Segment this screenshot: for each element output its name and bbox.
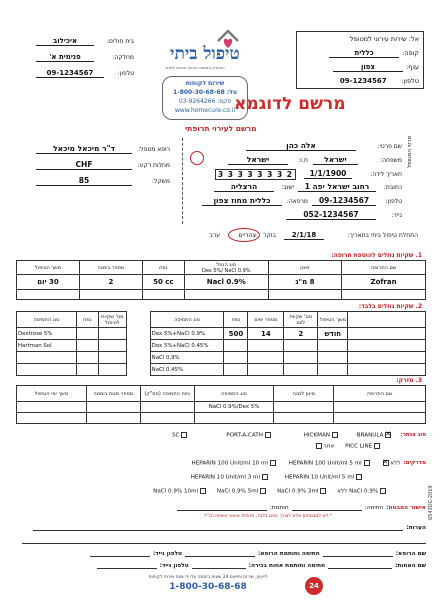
checkbox-icon[interactable] bbox=[262, 474, 268, 480]
opt-nacl-10[interactable]: NaCl 0.9% 10ml bbox=[153, 488, 206, 495]
hosp-phone-label: טלפון: bbox=[117, 70, 134, 77]
section2-table bbox=[16, 311, 426, 376]
table-row bbox=[17, 328, 426, 340]
table-row bbox=[17, 275, 426, 290]
logo-tagline: הפתרון הממוזג בביתך מהיום למחר bbox=[165, 65, 225, 70]
s3-h0: שם התרופה bbox=[334, 386, 426, 402]
s2-h4: משך הטיפול bbox=[318, 312, 348, 328]
s2-type-3: NaCl 0.45% bbox=[150, 364, 224, 376]
anaf-value[interactable]: צפון bbox=[333, 63, 403, 72]
form-subtitle: מרשם לעירוי תרופתי bbox=[185, 124, 257, 133]
nurse-phone-field[interactable] bbox=[97, 563, 157, 569]
s2-h3: מס' שקיות ליום bbox=[284, 312, 318, 328]
doctor-sign-name: שם הרופא: bbox=[395, 551, 426, 557]
s1-h1: מינון bbox=[268, 261, 341, 275]
s1-h2: סוג הנוזל Dex 5%/ NaCl 0.9% bbox=[184, 261, 268, 275]
patient-divider bbox=[182, 138, 183, 224]
checkbox-icon[interactable] bbox=[320, 488, 326, 494]
section3-table bbox=[16, 385, 426, 424]
checkbox-icon[interactable] bbox=[385, 432, 391, 438]
checkbox-icon[interactable] bbox=[316, 443, 322, 449]
s3-h4: מספר מנות ביממה bbox=[86, 386, 140, 402]
opt-hep100-10[interactable]: HEPARIN 100 Unit/ml 10 ml bbox=[192, 460, 276, 467]
noon-label[interactable]: צהריים bbox=[238, 232, 256, 239]
diag-value[interactable]: CHF bbox=[36, 160, 132, 170]
footer-phone: 1-800-30-68-68 bbox=[169, 582, 247, 592]
s3-h2: סוג התמיסה bbox=[194, 386, 274, 402]
form-code: 6543DC-2019 bbox=[428, 485, 434, 520]
address-value[interactable]: רחוב ישראל יפה 1 bbox=[298, 182, 376, 192]
s2-h1: נפח bbox=[224, 312, 248, 328]
section1-title: 1. שקיות נוזלים להוספת תרופה: bbox=[331, 252, 422, 259]
service-title: שירות לקוחות bbox=[185, 80, 225, 87]
approval-note: * לא למבטחים אלא לצורך פנים בלבד, תחולת אישור אשפוז הנ"ל bbox=[204, 514, 332, 519]
lastname-label: משפחה: bbox=[380, 157, 402, 164]
opt-nacl-3[interactable]: NaCl 0.9% 3ml bbox=[277, 488, 326, 495]
doctor-phone-field[interactable] bbox=[90, 551, 150, 557]
doctor-block bbox=[20, 142, 170, 190]
s1-h3: נפח bbox=[142, 261, 184, 275]
start-row bbox=[148, 231, 418, 243]
s2-gap bbox=[126, 312, 150, 328]
weight-value[interactable]: 85 bbox=[36, 176, 132, 186]
s2-lh2: מס' שקיות לטיפול bbox=[98, 312, 126, 328]
notes-field-2[interactable] bbox=[22, 538, 426, 544]
checkbox-icon[interactable] bbox=[380, 488, 386, 494]
morning-label: בוקר bbox=[263, 232, 276, 239]
start-label: התחלת טיפול ביתי בתאריך: bbox=[347, 232, 418, 239]
flush-label: מדרקים: bbox=[403, 460, 426, 467]
approval-row bbox=[177, 505, 426, 511]
nurse-phone-label: טלפון נייד: bbox=[159, 563, 189, 569]
recipient-to: אל: שירות עירוני למטופל bbox=[349, 35, 419, 43]
anaf-label: ענף: bbox=[405, 63, 419, 71]
hosp-label: בית חולים: bbox=[107, 38, 134, 45]
nurse-sign-name-field[interactable] bbox=[328, 563, 392, 569]
checkbox-icon[interactable] bbox=[270, 460, 276, 466]
s3-h3: נפח התמיסה (סמ"ק) bbox=[140, 386, 194, 402]
dob-label: תאריך לידה: bbox=[370, 171, 402, 178]
approval-label: אישור המבטח: bbox=[386, 505, 426, 511]
checkbox-icon[interactable] bbox=[383, 460, 389, 466]
notes-field[interactable] bbox=[33, 525, 403, 531]
nurse-sign-row bbox=[97, 563, 426, 569]
idnum-value[interactable]: 2 3 3 3 3 3 3 3 bbox=[215, 169, 296, 180]
s1-duration[interactable]: 30 יום bbox=[17, 275, 80, 290]
checkbox-icon[interactable] bbox=[364, 460, 370, 466]
doctor-sign-field[interactable] bbox=[185, 551, 255, 557]
city-value[interactable]: הרצליה bbox=[214, 182, 274, 192]
page-title: מרשם לדוגמא bbox=[234, 94, 346, 114]
s2-lh0: סוג התמיסה bbox=[17, 312, 77, 328]
recipient-box bbox=[296, 31, 424, 89]
section3-title: 3. מזרק: bbox=[396, 377, 422, 384]
nurse-sign-label: חתימה וחותמת אחות בכירה: bbox=[248, 563, 326, 569]
s2-h0: סוג התמיסה bbox=[150, 312, 224, 328]
table-row bbox=[17, 413, 426, 424]
checkbox-icon[interactable] bbox=[265, 432, 271, 438]
mobile-value[interactable]: 052-1234567 bbox=[286, 210, 376, 220]
firstname-value[interactable]: אלה כהן bbox=[246, 141, 356, 151]
24h-badge-icon: 24 bbox=[305, 577, 323, 595]
s2-duration[interactable]: חודש bbox=[318, 328, 348, 340]
s2-type-0: Dex 5%+NaCl 0.9% bbox=[150, 328, 224, 340]
nurse-sign-name: שם האחות: bbox=[395, 563, 426, 569]
footer-note: לייעוץ, שירות ותיאום 24 שעות ביממה על-ידי צוות שירות לקוחות bbox=[148, 575, 268, 580]
start-date[interactable]: 2/1/18 bbox=[284, 231, 324, 240]
dob-value[interactable]: 1/1/1900 bbox=[304, 169, 352, 179]
checkbox-icon[interactable] bbox=[181, 432, 187, 438]
nurse-sign-field[interactable] bbox=[192, 563, 246, 569]
checkbox-icon[interactable] bbox=[332, 432, 338, 438]
id-label: ת.ז: bbox=[298, 157, 308, 164]
s3-sub: NaCl 0.9%/Dex 5% bbox=[194, 402, 274, 413]
doctor-name-value[interactable]: ד"ר מיכאל מיכאל bbox=[36, 144, 132, 154]
s3-h1: מינון למנה bbox=[274, 386, 334, 402]
noon-circle bbox=[228, 228, 260, 242]
s1-dose[interactable]: 8 מ"ג bbox=[268, 275, 341, 290]
table-row bbox=[17, 340, 426, 352]
opt-hep100-5[interactable]: HEPARIN 100 Unit/ml 5 ml bbox=[289, 460, 370, 467]
s2-volume[interactable]: 500 bbox=[224, 328, 248, 340]
s2-days[interactable]: 14 bbox=[248, 328, 284, 340]
checkbox-icon[interactable] bbox=[260, 488, 266, 494]
s2-type-1: Dex 5%+NaCl 0.45% bbox=[150, 340, 224, 352]
s1-h0: שם התרופה bbox=[342, 261, 426, 275]
doctor-sign-row bbox=[90, 551, 426, 557]
firstname-label: שם פרטי: bbox=[377, 143, 402, 150]
hospital-block bbox=[14, 38, 134, 84]
s2-type-2: NaCl 0.9% bbox=[150, 352, 224, 364]
clinic-value[interactable]: כללית מחוז צפון bbox=[202, 196, 282, 206]
approval-sig-label: חתימה: bbox=[364, 505, 384, 511]
table-row bbox=[17, 352, 426, 364]
opt-none[interactable]: ללא ✕ bbox=[383, 460, 401, 467]
to-phone-value[interactable]: 09-1234567 bbox=[339, 77, 387, 85]
doctor-sign-label: חתימה וחותמת הרופא: bbox=[257, 551, 320, 557]
logo-text: טיפול ביתי bbox=[170, 44, 240, 64]
service-tel: טל: 1-800-30-68-68 bbox=[173, 89, 237, 96]
doctor-sign-name-field[interactable] bbox=[323, 551, 393, 557]
opt-hep10-5[interactable]: HEPARIN 10 Unit/ml 5 ml bbox=[285, 474, 362, 481]
s1-drug[interactable]: Zofran bbox=[342, 275, 426, 290]
logo-block bbox=[150, 24, 270, 134]
id-value[interactable]: ישראל bbox=[228, 155, 288, 165]
clinic-label: מרפאה: bbox=[286, 198, 308, 205]
gender-circle bbox=[190, 151, 204, 165]
patient-block bbox=[180, 135, 416, 226]
s1-fluid[interactable]: Nacl 0.9% bbox=[184, 275, 268, 290]
kupa-label: קופה: bbox=[402, 49, 419, 57]
checkbox-icon[interactable] bbox=[200, 488, 206, 494]
footer bbox=[88, 575, 328, 592]
checkbox-icon[interactable] bbox=[356, 474, 362, 480]
service-fax: פקס: 03-9264266 bbox=[178, 98, 232, 105]
s1-volume[interactable]: 50 cc bbox=[142, 275, 184, 290]
opt-branula[interactable]: BRANULA ✕ bbox=[357, 432, 391, 439]
s1-count[interactable]: 2 bbox=[79, 275, 142, 290]
doctor-name-label: רופא מטפל: bbox=[138, 146, 170, 153]
opt-nacl-5[interactable]: NaCl 0.9% 5ml bbox=[217, 488, 266, 495]
opt-hickman[interactable]: HICKMAN bbox=[304, 432, 338, 439]
s3-h5: משך ימי הטיפול bbox=[17, 386, 87, 402]
approval-sig-field[interactable] bbox=[292, 505, 362, 511]
pt-phone-value[interactable]: 09-1234567 bbox=[312, 196, 376, 206]
notes-row-2 bbox=[22, 538, 426, 544]
notes-row bbox=[33, 525, 426, 531]
access-label: סוג צנתר: bbox=[400, 432, 426, 439]
weight-label: משקל: bbox=[151, 178, 170, 185]
approval-stamp-label: חותמת: bbox=[269, 505, 289, 511]
hosp-phone-value[interactable]: 09-1234567 bbox=[36, 69, 104, 78]
diag-label: מחלות רקע: bbox=[137, 162, 170, 169]
notes-label: הערות: bbox=[406, 525, 426, 531]
flush-row-2 bbox=[191, 474, 362, 481]
dept-label: מחלקה: bbox=[112, 54, 134, 61]
address-label: כתובת: bbox=[383, 184, 402, 191]
opt-picc[interactable]: PICC LINE bbox=[345, 443, 380, 450]
doctor-phone-label: טלפון נייד: bbox=[152, 551, 182, 557]
s2-lh1: נפח bbox=[76, 312, 98, 328]
city-label: ישוב: bbox=[281, 184, 294, 191]
access-row-2 bbox=[316, 443, 380, 450]
s1-h5: משך הטיפול bbox=[17, 261, 80, 275]
service-web: www.homecure.co.il bbox=[174, 107, 236, 114]
evening-label: ערב bbox=[209, 232, 220, 239]
section1-table bbox=[16, 260, 426, 300]
kupa-value[interactable]: כללית bbox=[329, 49, 399, 58]
flush-row-1 bbox=[192, 460, 427, 467]
flush-row-3 bbox=[153, 488, 386, 495]
table-row bbox=[17, 402, 426, 413]
opt-portacath[interactable]: PORT-A-CATH bbox=[226, 432, 270, 439]
s2-left-type-0: Dextrose 5% bbox=[17, 328, 77, 340]
s2-name bbox=[348, 312, 426, 328]
opt-other[interactable]: אחר bbox=[316, 443, 334, 450]
s2-left-type-1: Hartman Sol bbox=[17, 340, 77, 352]
to-phone-label: טלפון: bbox=[401, 77, 419, 85]
approval-stamp-field[interactable] bbox=[177, 505, 267, 511]
checkbox-icon[interactable] bbox=[374, 443, 380, 449]
pt-phone-label: טלפון: bbox=[385, 198, 402, 205]
section2-title: 2. שקיות נוזלים בלבד: bbox=[358, 303, 422, 310]
dept-value[interactable]: פנימית א' bbox=[36, 53, 94, 62]
mobile-label: נייד: bbox=[391, 212, 402, 219]
opt-sc[interactable]: SC bbox=[172, 432, 187, 439]
patient-side-label: פרטי המטופל bbox=[407, 135, 413, 168]
lastname-value[interactable]: ישראל bbox=[313, 155, 358, 165]
s2-perday[interactable]: 2 bbox=[284, 328, 318, 340]
opt-nacl-none[interactable]: ללא NaCl 0.9% bbox=[337, 488, 386, 495]
table-row bbox=[17, 364, 426, 376]
s2-h2: מספר ימים bbox=[248, 312, 284, 328]
s1-h4: מספר בימנה bbox=[79, 261, 142, 275]
hosp-value[interactable]: איכילוב bbox=[36, 37, 94, 46]
opt-hep10-3[interactable]: HEPARIN 10 Unit/ml 3 ml bbox=[191, 474, 268, 481]
access-row bbox=[172, 432, 426, 439]
